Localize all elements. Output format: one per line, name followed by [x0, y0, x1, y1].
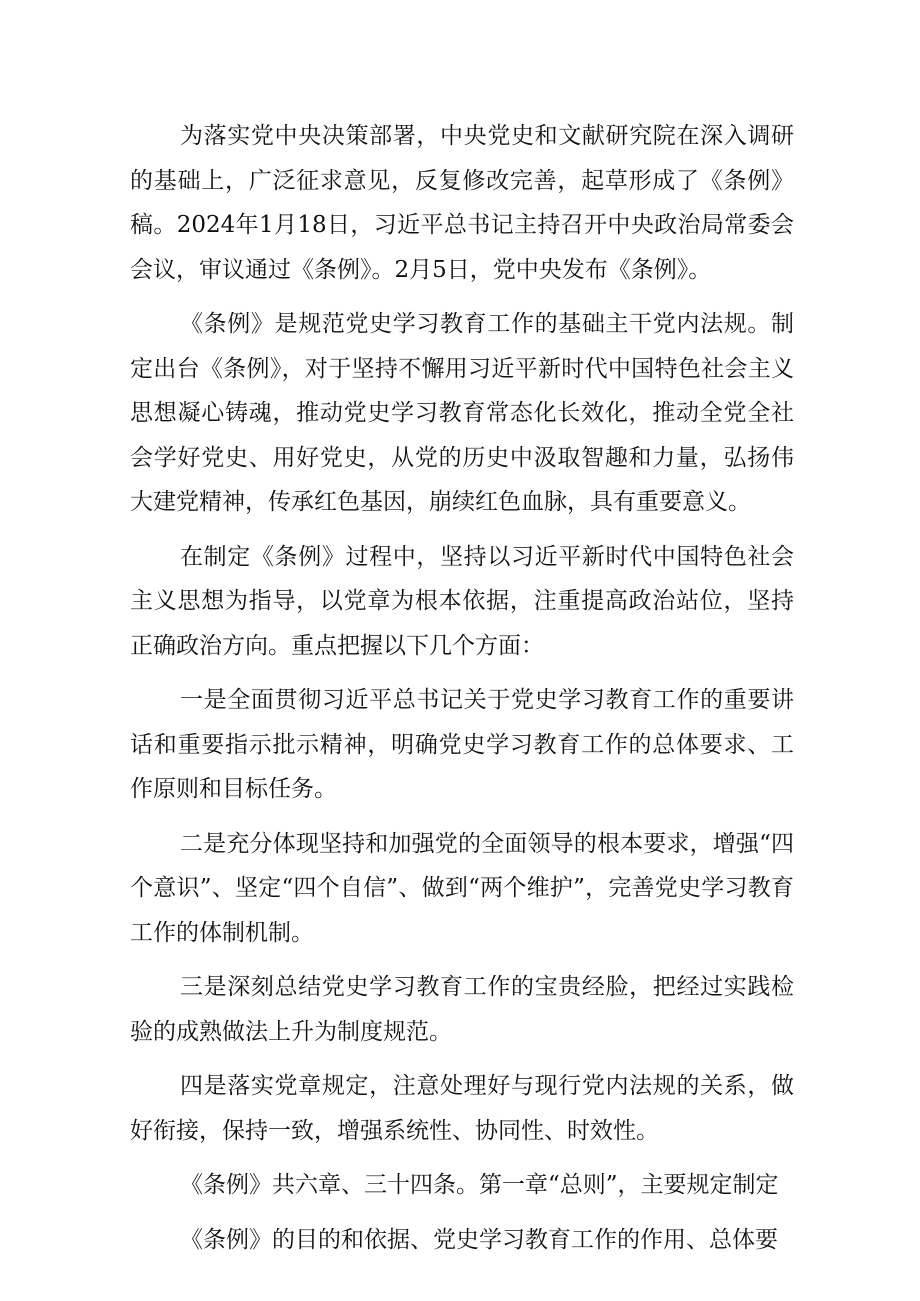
paragraph-1: 为落实党中央决策部署，中央党史和文献研究院在深入调研的基础上，广泛征求意见，反复修改完善，起草形成了《条例》稿。2024年1月18日，习近平总书记主持召开中央政治局常委会会议，审议通过《条例》。2月5日，党中央发布《条例》。 [130, 123, 794, 283]
paragraph-9: 《条例》的目的和依据、党史学习教育工作的作用、总体要 [180, 1226, 778, 1253]
paragraph-4: 一是全面贯彻习近平总书记关于党史学习教育工作的重要讲话和重要指示批示精神，明确党史学习教育工作的总体要求、工作原则和目标任务。 [130, 687, 794, 802]
paragraph-6: 三是深刻总结党史学习教育工作的宝贵经脸，把经过实践检验的成熟做法上升为制度规范。 [130, 974, 794, 1045]
paragraph-5: 二是充分体现坚持和加强党的全面领导的根本要求，增强“四个意识”、坚定“四个自信”、做到“两个维护”，完善党史学习教育工作的体制机制。 [130, 830, 794, 946]
paragraph-3: 在制定《条例》过程中，坚持以习近平新时代中国特色社会主义思想为指导，以党章为根本依据，注重提高政治站位，坚持正确政治方向。重点把握以下几个方面： [130, 543, 794, 659]
paragraph-8: 《条例》共六章、三十四条。第一章“总则”，主要规定制定 [180, 1172, 779, 1198]
paragraph-2: 《条例》是规范党史学习教育工作的基础主干党内法规。制定出台《条例》，对于坚持不懈用习近平新时代中国特色社会主义思想凝心铸魂，推动党史学习教育常态化长效化，推动全党全社会学好党史、用好党史，从党的历史中汲取智趣和力量，弘扬伟大建党精神，传承红色基因，崩续红色血脉，具有重要意义。 [130, 311, 794, 515]
document-body [130, 114, 794, 1270]
paragraph-7: 四是落实党章规定，注意处理好与现行党内法规的关系，做好衔接，保持一致，增强系统性、协同性、时效性。 [130, 1073, 794, 1144]
